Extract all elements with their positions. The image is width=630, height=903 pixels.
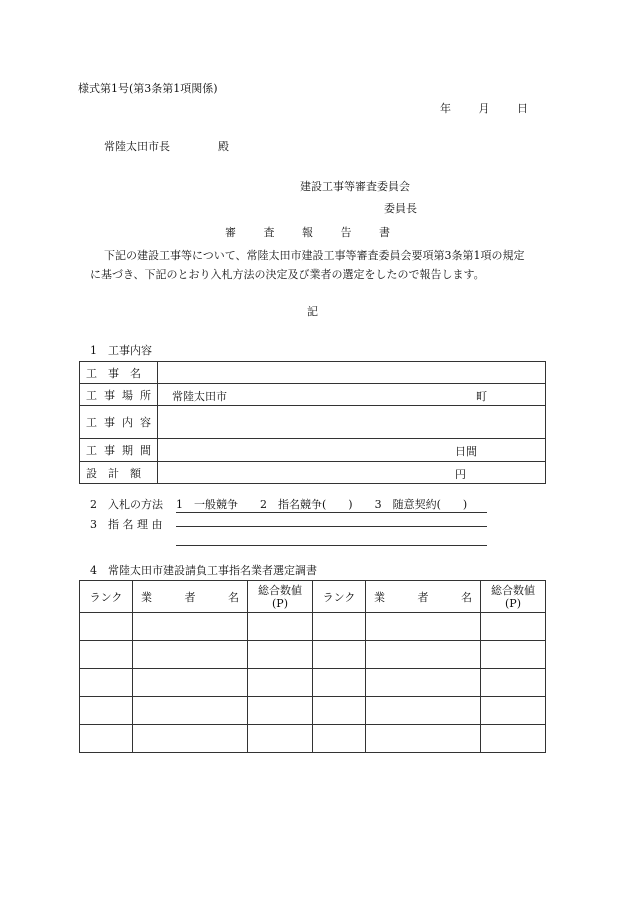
table-header-row: [80, 581, 546, 613]
title-char: 書: [379, 226, 390, 239]
cell-score[interactable]: [481, 697, 546, 725]
period-suffix: 日間: [455, 445, 477, 458]
addressee-name: 常陸太田市長: [104, 140, 170, 153]
design-amount-field[interactable]: [158, 462, 546, 484]
sender-org: 建設工事等審査委員会: [300, 180, 410, 193]
header-vendor: 業 者 名: [133, 581, 248, 613]
location-suffix: 町: [476, 390, 487, 403]
row-label: 工 事 期 間: [80, 439, 158, 462]
body-line-2: に基づき、下記のとおり入札方法の決定及び業者の選定をしたので報告します。: [90, 268, 485, 281]
cell-score[interactable]: [481, 641, 546, 669]
cell-score[interactable]: [481, 725, 546, 753]
cell-rank[interactable]: [80, 725, 133, 753]
cell-rank[interactable]: [80, 669, 133, 697]
work-period-field[interactable]: [158, 439, 546, 462]
document-title: [225, 224, 390, 240]
row-label: 工 事 場 所: [80, 384, 158, 406]
location-prefix: 常陸太田市: [172, 390, 227, 403]
title-char: 査: [263, 226, 275, 239]
bidding-method-options[interactable]: 1 一般競争 2 指名競争( ) 3 随意契約( ): [176, 496, 487, 513]
row-label: 工 事 名: [80, 362, 158, 384]
header-vendor: 業 者 名: [366, 581, 481, 613]
cell-rank[interactable]: [80, 613, 133, 641]
header-rank: ランク: [313, 581, 366, 613]
nomination-reason-line-1[interactable]: [176, 526, 487, 527]
table-row: [80, 406, 546, 439]
cell-score[interactable]: [481, 613, 546, 641]
table-row: [80, 641, 546, 669]
nomination-reason-line-2[interactable]: [176, 545, 487, 546]
cell-rank[interactable]: [313, 641, 366, 669]
cell-rank[interactable]: [80, 697, 133, 725]
title-char: 報: [302, 226, 313, 239]
cell-vendor[interactable]: [133, 669, 248, 697]
cell-vendor[interactable]: [133, 641, 248, 669]
table-row: [80, 669, 546, 697]
bidding-method-label: 2 入札の方法: [90, 498, 163, 511]
body-line-1: 下記の建設工事等について、常陸太田市建設工事等審査委員会要項第3条第1項の規定: [104, 249, 525, 262]
cell-rank[interactable]: [313, 613, 366, 641]
section4-heading: 4 常陸太田市建設請負工事指名業者選定調書: [90, 564, 317, 577]
table-row: [80, 613, 546, 641]
date-month: 月: [478, 102, 490, 115]
cell-rank[interactable]: [313, 697, 366, 725]
work-name-field[interactable]: [158, 362, 546, 384]
table-row: [80, 462, 546, 484]
row-label: 設 計 額: [80, 462, 158, 484]
work-content-table: [79, 361, 546, 484]
cell-vendor[interactable]: [133, 725, 248, 753]
cell-score[interactable]: [248, 613, 313, 641]
date-day: 日: [517, 102, 528, 115]
work-location-field[interactable]: [158, 384, 546, 406]
cell-vendor[interactable]: [366, 641, 481, 669]
sender-title: 委員長: [384, 202, 417, 215]
table-row: [80, 697, 546, 725]
table-row: [80, 725, 546, 753]
table-row: [80, 384, 546, 406]
ki-marker: 記: [307, 305, 318, 318]
title-char: 告: [340, 226, 352, 239]
cell-score[interactable]: [248, 725, 313, 753]
row-label: 工 事 内 容: [80, 406, 158, 439]
vendor-selection-table: [79, 580, 546, 753]
cell-rank[interactable]: [80, 641, 133, 669]
form-number: 様式第1号(第3条第1項関係): [78, 82, 218, 95]
cell-score[interactable]: [248, 697, 313, 725]
cell-vendor[interactable]: [366, 613, 481, 641]
header-score: 総合数値 (P): [481, 581, 546, 613]
header-rank: ランク: [80, 581, 133, 613]
cell-vendor[interactable]: [366, 697, 481, 725]
cell-score[interactable]: [481, 669, 546, 697]
cell-score[interactable]: [248, 641, 313, 669]
header-score: 総合数値 (P): [248, 581, 313, 613]
title-char: 審: [225, 226, 236, 239]
date-line: [440, 100, 528, 116]
amount-suffix: 円: [455, 468, 466, 481]
cell-score[interactable]: [248, 669, 313, 697]
cell-rank[interactable]: [313, 669, 366, 697]
work-description-field[interactable]: [158, 406, 546, 439]
cell-vendor[interactable]: [133, 697, 248, 725]
addressee-honorific: 殿: [218, 140, 229, 153]
cell-rank[interactable]: [313, 725, 366, 753]
cell-vendor[interactable]: [366, 725, 481, 753]
nomination-reason-label: 3 指 名 理 由: [90, 518, 163, 531]
table-row: [80, 439, 546, 462]
cell-vendor[interactable]: [133, 613, 248, 641]
section1-heading: 1 工事内容: [90, 344, 152, 357]
table-row: [80, 362, 546, 384]
date-year: 年: [440, 102, 451, 115]
cell-vendor[interactable]: [366, 669, 481, 697]
